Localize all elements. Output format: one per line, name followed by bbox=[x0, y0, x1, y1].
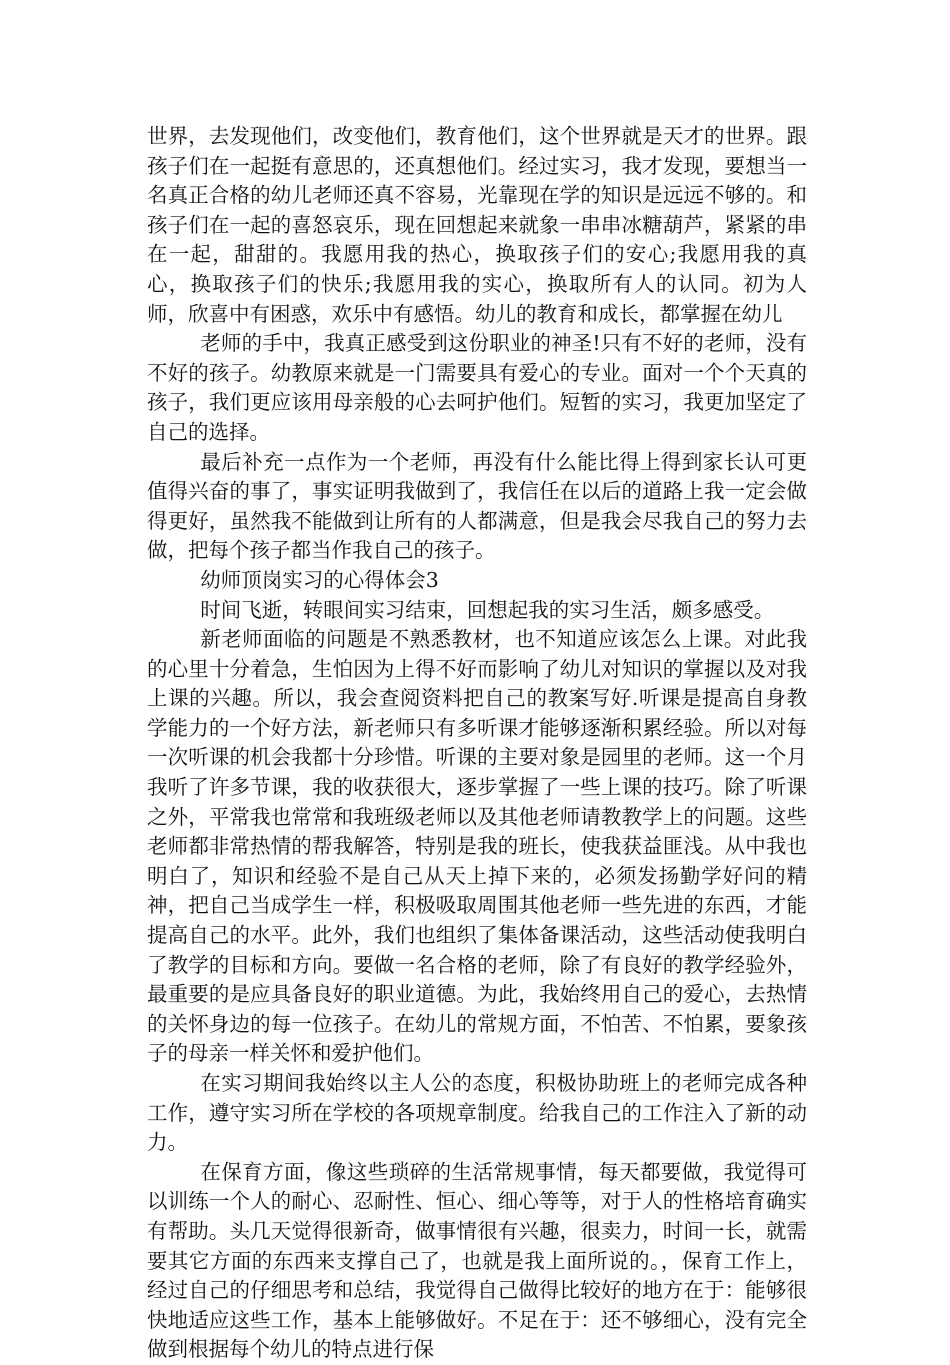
section-heading: 幼师顶岗实习的心得体会3 bbox=[200, 567, 439, 592]
paragraph: 在实习期间我始终以主人公的态度，积极协助班上的老师完成各种工作，遵守实习所在学校的各项规章制度。给我自己的工作注入了新的动力。 bbox=[147, 1071, 807, 1155]
paragraph: 新老师面临的问题是不熟悉教材，也不知道应该怎么上课。对此我的心里十分着急，生怕因为上得不好而影响了幼儿对知识的掌握以及对我上课的兴趣。所以，我会查阅资料把自己的教案写好.听课是提高自身教学能力的一个好方法，新老师只有多听课才能够逐渐积累经验。所以对每一次听课的机会我都十分珍惜。听课的主要对象是园里的老师。这一个月我听了许多节课，我的收获很大，逐步掌握了一些上课的技巧。除了听课之外，平常我也常常和我班级老师以及其他老师请教教学上的问题。这些老师都非常热情的帮我解答，特别是我的班长，使我获益匪浅。从中我也明白了，知识和经验不是自己从天上掉下来的，必须发扬勤学好问的精神，把自己当成学生一样，积极吸取周围其他老师一些先进的东西，才能提高自己的水平。此外，我们也组织了集体备课活动，这些活动使我明白了教学的目标和方向。要做一名合格的老师，除了有良好的教学经验外，最重要的是应具备良好的职业道德。为此，我始终用自己的爱心，去热情的关怀身边的每一位孩子。在幼儿的常规方面，不怕苦、不怕累，要象孩子的母亲一样关怀和爱护他们。 bbox=[147, 627, 807, 1066]
paragraph-continued: 世界，去发现他们，改变他们，教育他们，这个世界就是天才的世界。跟孩子们在一起挺有意思的，还真想他们。经过实习，我才发现，要想当一名真正合格的幼儿老师还真不容易，光靠现在学的知识是远远不够的。和孩子们在一起的喜怒哀乐，现在回想起来就象一串串冰糖葫芦，紧紧的串在一起，甜甜的。我愿用我的热心，换取孩子们的安心;我愿用我的真心，换取孩子们的快乐;我愿用我的实心，换取所有人的认同。初为人师，欣喜中有困惑，欢乐中有感悟。幼儿的教育和成长，都掌握在幼儿 bbox=[147, 124, 807, 326]
paragraph: 在保育方面，像这些琐碎的生活常规事情，每天都要做，我觉得可以训练一个人的耐心、忍耐性、恒心、细心等等，对于人的性格培育确实有帮助。头几天觉得很新奇，做事情很有兴趣，很卖力，时间一长，就需要其它方面的东西来支撑自己了，也就是我上面所说的。，保育工作上，经过自己的仔细思考和总结，我觉得自己做得比较好的地方在于：能够很快地适应这些工作，基本上能够做好。不足在于：还不够细心，没有完全做到根据每个幼儿的特点进行保 bbox=[147, 1159, 807, 1362]
paragraph: 时间飞逝，转眼间实习结束，回想起我的实习生活，颇多感受。 bbox=[200, 597, 775, 622]
paragraph: 老师的手中，我真正感受到这份职业的神圣!只有不好的老师，没有不好的孩子。幼教原来就是一门需要具有爱心的专业。面对一个个天真的孩子，我们更应该用母亲般的心去呵护他们。短暂的实习，我更加坚定了自己的选择。 bbox=[147, 331, 807, 444]
paragraph: 最后补充一点作为一个老师，再没有什么能比得上得到家长认可更值得兴奋的事了，事实证明我做到了，我信任在以后的道路上我一定会做得更好，虽然我不能做到让所有的人都满意，但是我会尽我自己的努力去做，把每个孩子都当作我自己的孩子。 bbox=[147, 449, 807, 563]
document-page bbox=[147, 122, 807, 1365]
